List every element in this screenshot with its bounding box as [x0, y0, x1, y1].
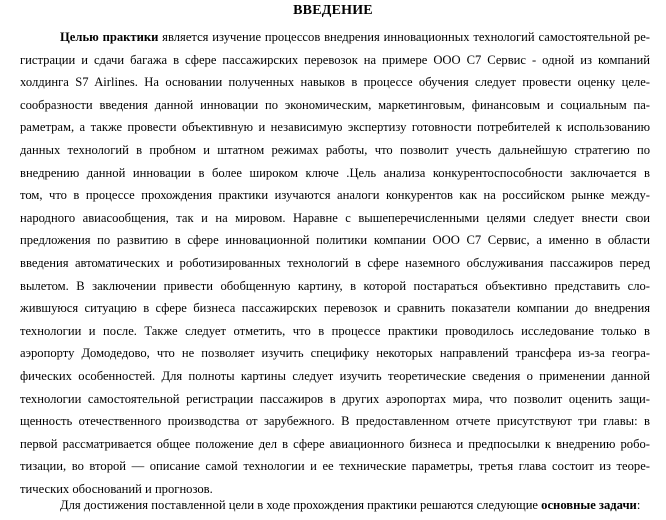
paragraph-line: тических обоснований и прогнозов.	[20, 481, 213, 496]
line-text: Для достижения поставленной цели в ходе прохождения практики решаются следующие	[60, 498, 542, 512]
paragraph-line: технологии и после. Также следует отметить, что в процессе практики проводилось исследование только в	[20, 323, 650, 338]
paragraph-line: вылетом. В заключении привести обобщенную картину, в которой постараться объективно представить сло-	[20, 278, 650, 293]
line-text: является изучение процессов внедрения инновационных технологий самостоятельной ре-	[158, 30, 650, 44]
document-heading: ВВЕДЕНИЕ	[293, 3, 373, 18]
paragraph-line	[20, 494, 650, 517]
paragraph-line: внедрению данной инновации в более широком ключе .Цель анализа конкурентоспособности заключается в	[20, 165, 650, 180]
paragraph-line: тизации, во второй — описание самой технологии и ее технические параметры, третья глава состоит из теоре-	[20, 459, 650, 474]
paragraph-line: сообразности введения данной инновации по экономическим, маркетинговым, финансовым и социальным па-	[20, 97, 650, 112]
lead-bold-text: Целью практики	[60, 30, 159, 44]
paragraph-line: холдинга S7 Airlines. На основании полученных навыков в процессе обучения следует провести оценку целе-	[20, 75, 650, 90]
paragraph-line: раметрам, а также провести объективную и независимую экспертизу готовности потребителей к использованию	[20, 120, 650, 135]
paragraph-line	[20, 26, 650, 49]
paragraph-line: технологии самостоятельной регистрации пассажиров в других аэропортах мира, что позволит оценить защи-	[20, 391, 650, 406]
paragraph-line: введения автоматических и роботизированных технологий в сфере наземного обслуживания пассажиров перед	[20, 255, 650, 270]
paragraph-line: жившуюся ситуацию в сфере бизнеса пассажирских перевозок и сравнить показатели компании до внедрения	[20, 301, 650, 316]
intro-paragraph	[20, 26, 650, 500]
tasks-paragraph	[20, 494, 650, 517]
paragraph-line: фических особенностей. Для полноты картины следует изучить теоретические сведения о применении данной	[20, 368, 650, 383]
paragraph-line: предложения по развитию в сфере инновационной политики компании ООО С7 Сервис, а именно в области	[20, 233, 650, 248]
paragraph-line: народного авиасообщения, так и на мировом. Наравне с вышеперечисленными целями следует внести свои	[20, 210, 650, 225]
paragraph-line: щенность отечественного производства от зарубежного. В предоставленном отчете присутствуют три главы: в	[20, 414, 650, 429]
paragraph-line: первой рассматривается общее положение дел в сфере авиационного бизнеса и предпосылки к внедрению робо-	[20, 436, 650, 451]
line-end: :	[636, 498, 641, 512]
paragraph-line: том, что в процессе прохождения практики изучаются аналоги конкурентов как на российском рынке между-	[20, 188, 650, 203]
tasks-bold-text: основные задачи	[541, 498, 637, 512]
paragraph-line: аэропорту Домодедово, что не позволяет изучить специфику некоторых направлений трансфера из-за геогра-	[20, 346, 650, 361]
paragraph-line: гистрации и сдачи багажа в сфере пассажирских перевозок на примере ООО С7 Сервис - одной из компаний	[20, 52, 650, 67]
paragraph-line: данных технологий в пробном и штатном режимах работы, что позволит учесть дальнейшую стратегию по	[20, 142, 650, 157]
